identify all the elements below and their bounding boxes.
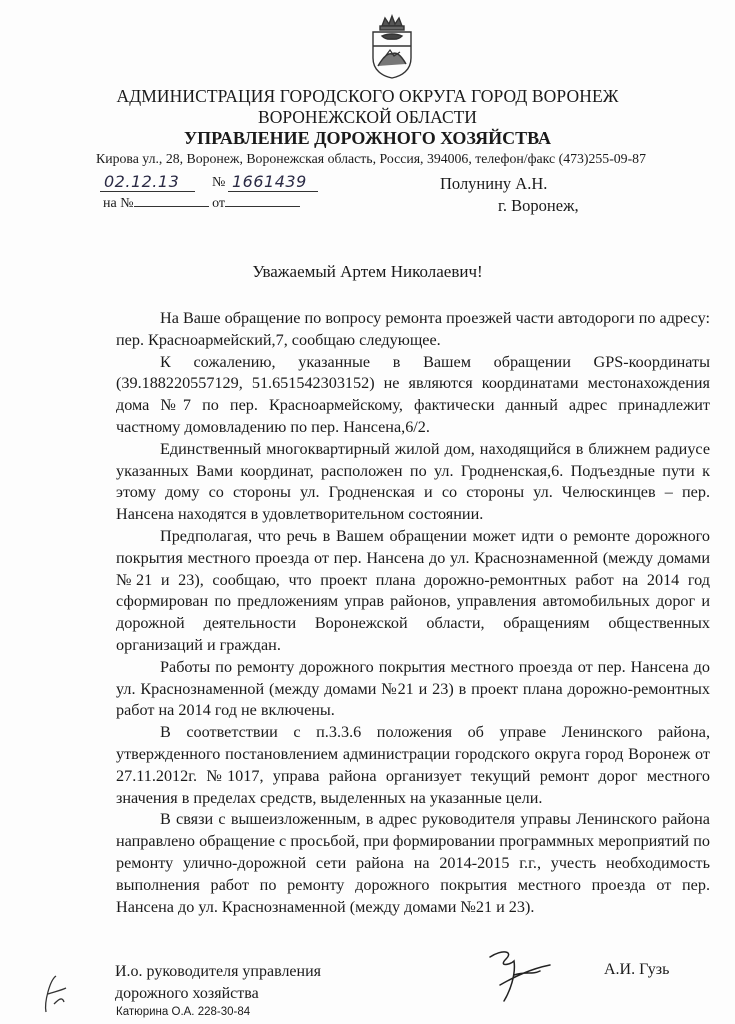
recipient-name: Полунину А.Н. [440, 174, 548, 193]
signatory-title [115, 961, 321, 1005]
recipient-city: г. Воронеж, [498, 196, 579, 215]
executor-contact: Катюрина О.А. 228-30-84 [116, 1006, 251, 1018]
organization-region: ВОРОНЕЖСКОЙ ОБЛАСТИ [258, 107, 477, 127]
paragraph: Работы по ремонту дорожного покрытия местного проезда от пер. Нансена до ул. Краснознаменной (между домами №21 и 23) в проект плана дорожно-ремонтных работ на 2014 год не включены. [116, 657, 710, 720]
paragraph: К сожалению, указанные в Вашем обращении GPS-координаты (39.188220557129, 51.651542303152) не являются координатами местонахождения дома №7 по пер. Красноармейскому, фактически данный адрес принадлежит частному домовладению по пер. Нансена,6/2. [116, 352, 710, 436]
reference-date-blank [225, 194, 300, 207]
reference-prefix: на № [103, 196, 134, 211]
organization-address: Кирова ул., 28, Воронеж, Воронежская область, Россия, 394006, телефон/факс (473)255-09-87 [96, 151, 646, 166]
outgoing-number: 1661439 [232, 172, 307, 191]
signatory-name: А.И. Гузь [604, 961, 670, 978]
organization-name: АДМИНИСТРАЦИЯ ГОРОДСКОГО ОКРУГА ГОРОД ВОРОНЕЖ [116, 86, 619, 106]
paragraph: На Ваше обращение по вопросу ремонта проезжей части автодороги по адресу: пер. Красноармейский,7, сообщаю следующее. [116, 309, 710, 349]
reference-from-label: от [212, 196, 226, 211]
number-underline [228, 191, 318, 192]
signatory-title-line: И.о. руководителя управления [115, 963, 322, 980]
reference-line [103, 194, 300, 212]
department-name: УПРАВЛЕНИЕ ДОРОЖНОГО ХОЗЯЙСТВА [183, 128, 552, 148]
date-underline [100, 191, 195, 192]
coat-of-arms-icon [368, 14, 416, 80]
outgoing-date: 02.12.13 [104, 172, 180, 191]
letter-body [116, 308, 710, 918]
paragraph: В соответствии с п.3.3.6 положения об управе Ленинского района, утвержденного постановлением администрации городского округа город Воронеж от 27.11.2012г. №1017, управа района организует текущий ремонт дорог местного значения в пределах средств, выделенных на указанные цели. [116, 723, 710, 807]
paragraph: В связи с вышеизложенным, в адрес руководителя управы Ленинского района направлено обращение с просьбой, при формировании программных мероприятий по ремонту улично-дорожной сети района на 2014-2015 г.г., учесть необходимость выполнения работ по ремонту дорожного покрытия местного проезда от пер. Нансена до ул. Краснознаменной (между домами №21 и 23). [116, 810, 710, 916]
reference-blank [134, 194, 209, 207]
handwritten-mark [40, 972, 70, 1016]
paragraph: Единственный многоквартирный жилой дом, находящийся в ближнем радиусе указанных Вами координат, расположен по ул. Гродненская,6. Подъездные пути к этому дому со стороны ул. Гродненская и со стороны ул. Челюскинцев – пер. Нансена находятся в удовлетворительном состоянии. [116, 439, 710, 524]
signatory-title-line: дорожного хозяйства [115, 985, 259, 1002]
handwritten-signature [470, 945, 570, 1005]
outgoing-number-label: № [212, 175, 226, 190]
paragraph: Предполагая, что речь в Вашем обращении может идти о ремонте дорожного покрытия местного проезда от пер. Нансена до ул. Краснознаменной (между домами №21 и 23), сообщаю, что проект плана дорожно-ремонтных работ на 2014 год сформирован по предложениям управ районов, управления автомобильных дорог и дорожной деятельности Воронежской области, обращениям общественных организаций и граждан. [116, 526, 710, 654]
salutation: Уважаемый Артем Николаевич! [252, 262, 483, 281]
